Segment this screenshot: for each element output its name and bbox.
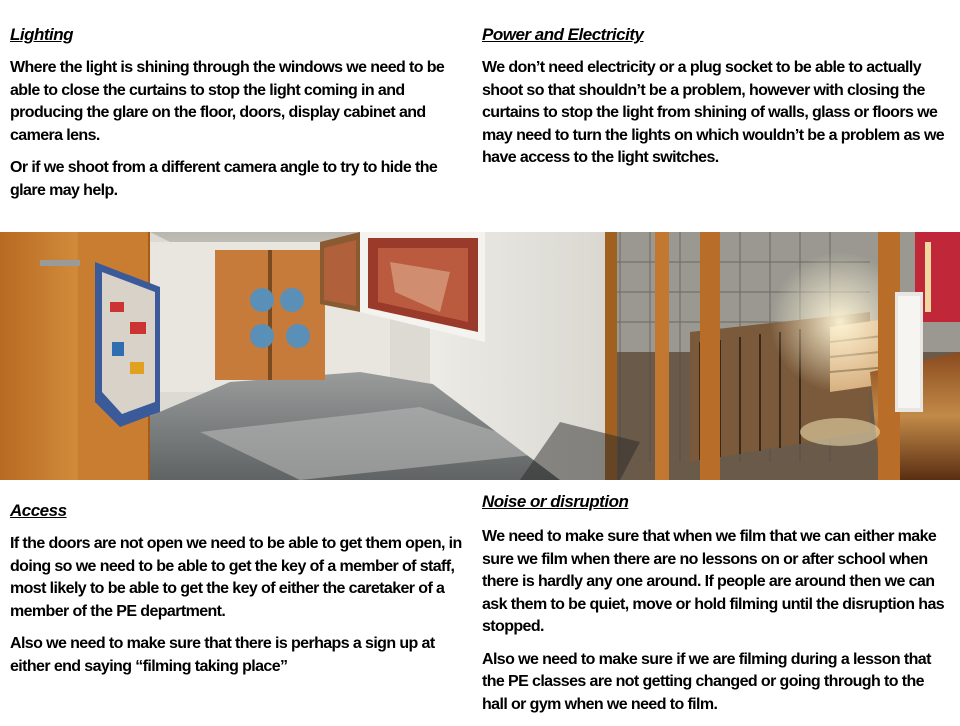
noise-heading: Noise or disruption — [482, 492, 629, 511]
power-heading: Power and Electricity — [482, 25, 644, 44]
power-section — [482, 25, 952, 180]
lighting-paragraph-2: Or if we shoot from a different camera angle to try to hide the glare may help. — [10, 159, 438, 199]
access-paragraph-2: Also we need to make sure that there is perhaps a sign up at either end saying “filming taking place” — [10, 635, 435, 675]
access-section — [10, 501, 470, 688]
lighting-paragraph-1: Where the light is shining through the windows we need to be able to close the curtains to stop the light coming in and producing the glare on the floor, doors, display cabinet and camera lens. — [10, 59, 445, 144]
power-paragraph-1: We don’t need electricity or a plug socket to be able to actually shoot so that shouldn’t be a problem, however with closing the curtains to stop the light from shining of walls, glass or floors we may need to turn the lights on which wouldn’t be a problem as we have access to the light switches. — [482, 59, 945, 166]
access-paragraph-1: If the doors are not open we need to be able to get them open, in doing so we need to be able to get the key of a member of staff, most likely to be able to get the key of either the caretaker of a member of the PE department. — [10, 535, 462, 620]
noise-paragraph-2: Also we need to make sure if we are filming during a lesson that the PE classes are not getting changed or going through to the hall or gym when we need to film. — [482, 650, 931, 713]
lighting-section — [10, 25, 475, 212]
noise-section — [482, 492, 952, 726]
access-heading: Access — [10, 501, 67, 520]
lighting-heading: Lighting — [10, 25, 74, 44]
noise-paragraph-1: We need to make sure that when we film that we can either make sure we film when there are no lessons on or after school when there is hardly any one around. If people are around then we can ask them to be quiet, move or hold filming until the disruption has stopped. — [482, 528, 945, 635]
corridor-panorama-photo — [0, 232, 960, 480]
